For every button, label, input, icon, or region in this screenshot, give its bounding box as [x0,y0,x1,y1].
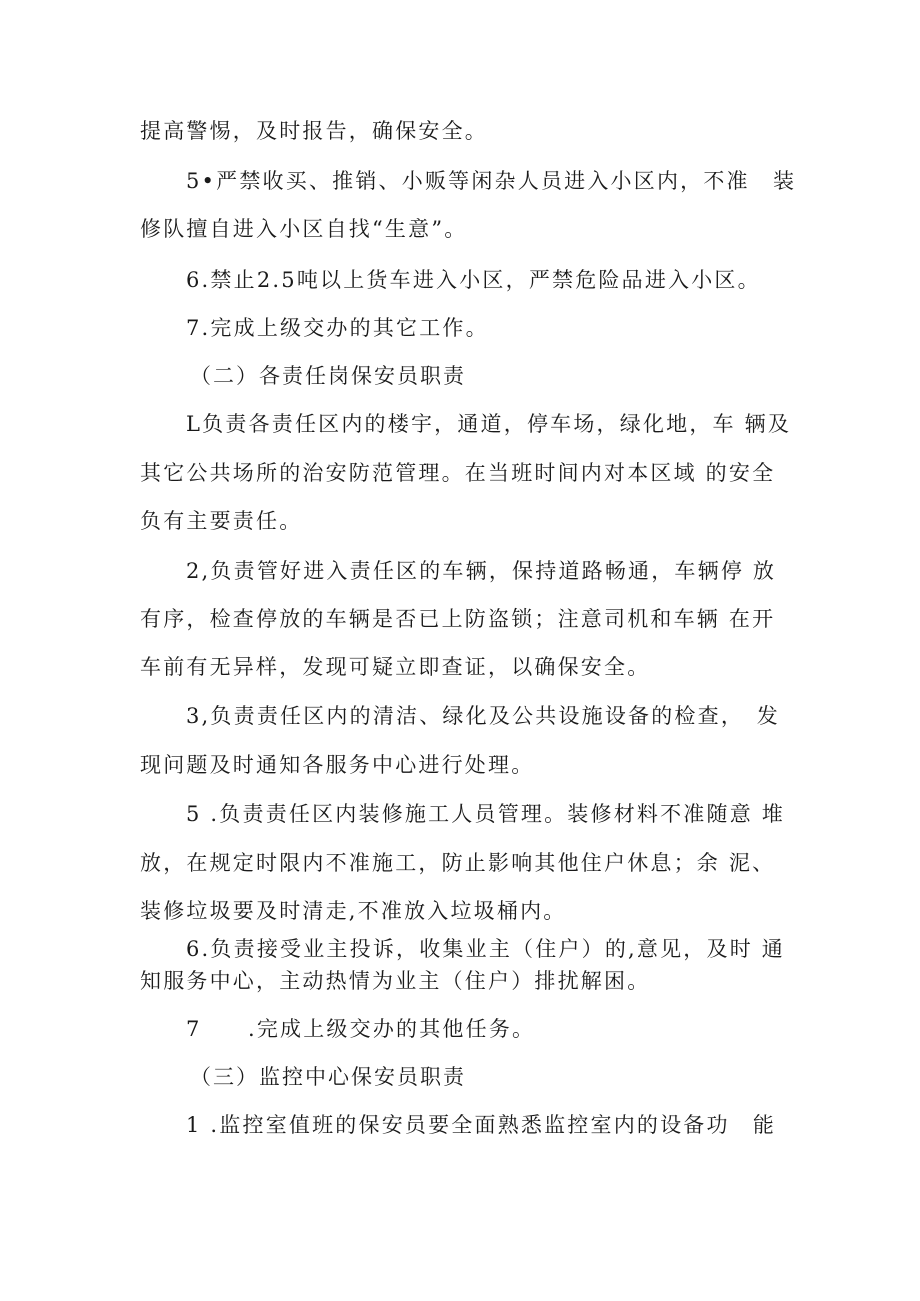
body-line: 2,负责管好进入责任区的车辆，保持道路畅通，车辆停 放 [186,559,777,583]
body-line: L负责各责任区内的楼宇，通道，停车场，绿化地，车 辆及 [186,412,792,436]
body-line: 其它公共场所的治安防范管理。在当班时间内对本区域 的安全 [140,461,776,485]
body-line: 负有主要责任。 [140,509,303,533]
body-line: 3,负责责任区内的清洁、绿化及公共设施设备的检查， 发 [186,704,780,728]
body-line: 7.完成上级交办的其它工作。 [186,316,489,340]
body-line: 5 .负责责任区内装修施工人员管理。装修材料不准随意 堆 [186,802,785,826]
section-heading: （三）监控中心保安员职责 [190,1065,466,1089]
body-line: 7 .完成上级交办的其他任务。 [186,1017,536,1041]
section-heading: （二）各责任岗保安员职责 [190,364,466,388]
body-line: 有序，检查停放的车辆是否已上防盗锁；注意司机和车辆 在开 [140,607,776,631]
body-line: 放，在规定时限内不准施工，防止影响其他住户休息；余 泥、 [140,851,776,875]
body-line: 提高警惕，及时报告，确保安全。 [140,119,488,143]
body-line: 现问题及时通知各服务中心进行处理。 [140,753,535,777]
body-line: 装修垃圾要及时清走,不准放入垃圾桶内。 [140,899,567,923]
body-line: 知服务中心，主动热情为业主（住户）排扰解困。 [140,969,651,993]
body-line: 1 .监控室值班的保安员要全面熟悉监控室内的设备功 能 [186,1113,777,1137]
body-line: 5•严禁收买、推销、小贩等闲杂人员进入小区内，不准 装 [186,169,797,193]
body-line: 6.禁止2.5吨以上货车进入小区，严禁危险品进入小区。 [186,268,761,292]
body-line: 车前有无异样，发现可疑立即查证，以确保安全。 [140,655,651,679]
body-line: 6.负责接受业主投诉，收集业主（住户）的,意见，及时 通 [186,937,785,961]
body-line: 修队擅自进入小区自找“生意”。 [140,217,468,241]
